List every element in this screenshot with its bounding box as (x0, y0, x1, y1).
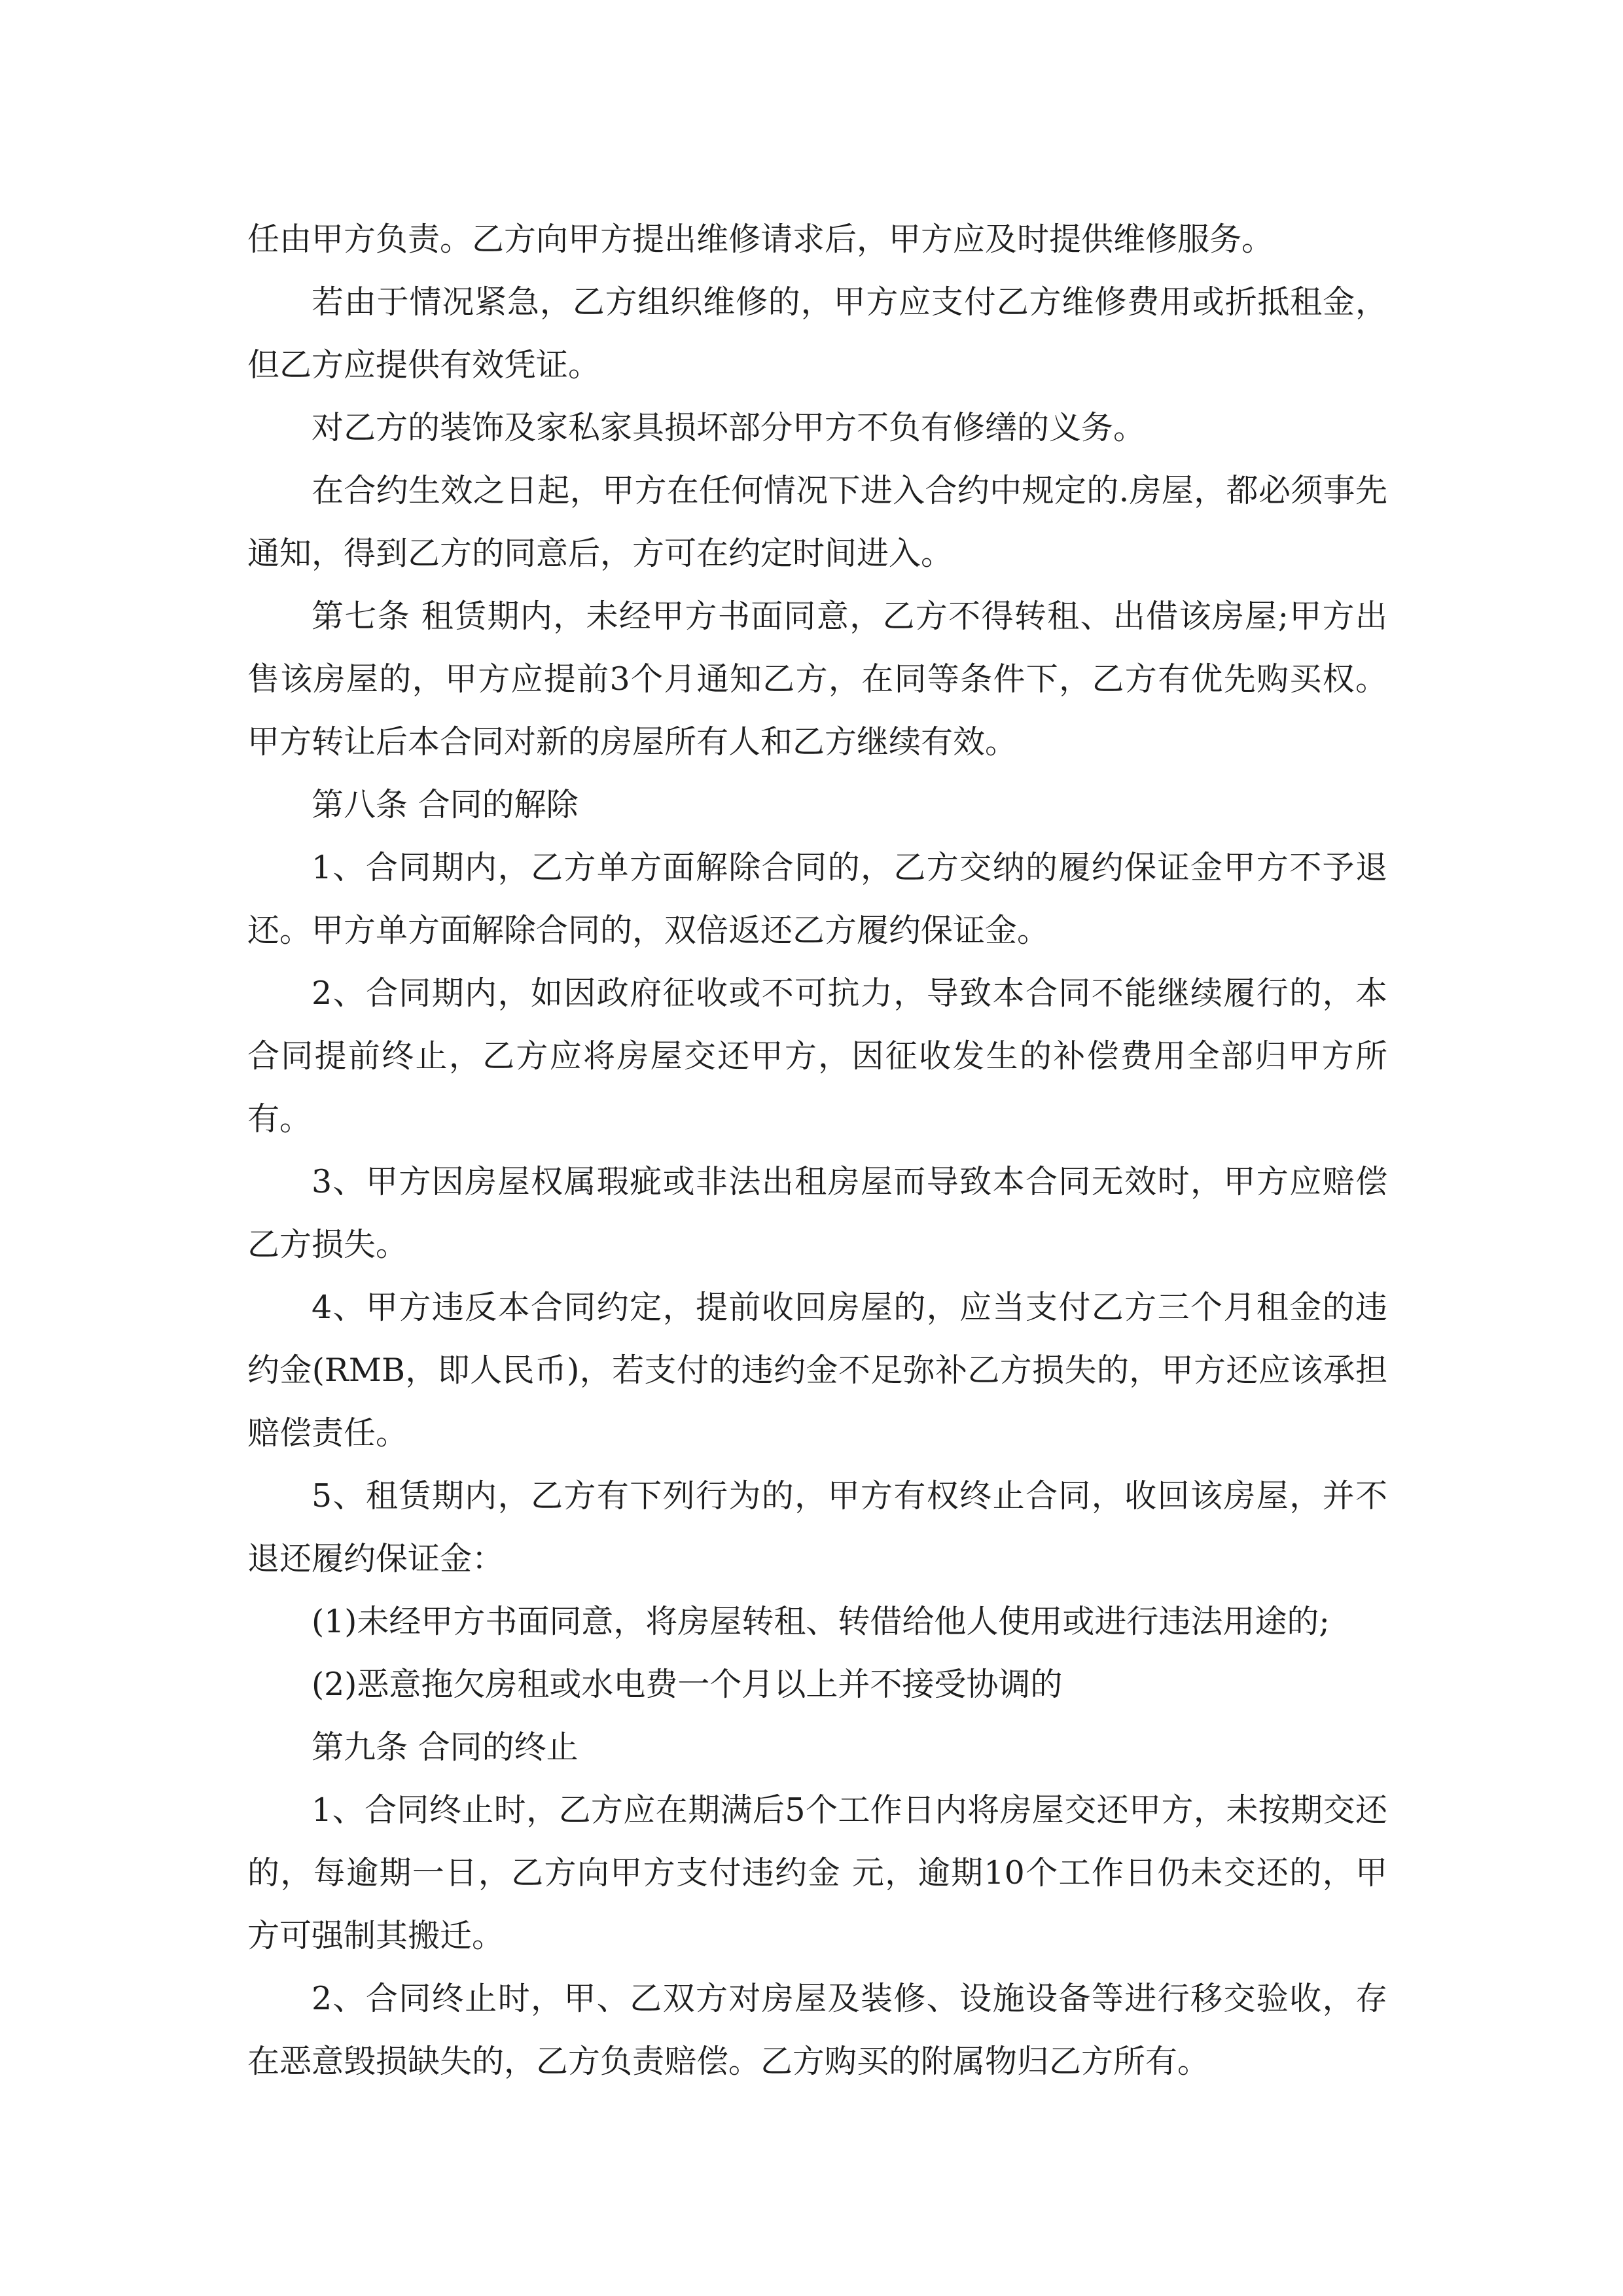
article-8-item-3: 3、甲方因房屋权属瑕疵或非法出租房屋而导致本合同无效时，甲方应赔偿乙方损失。 (247, 1163, 1387, 1263)
article-8-item-5-sub-1: (1)未经甲方书面同意，将房屋转租、转借给他人使用或进行违法用途的; (312, 1603, 1330, 1640)
article-8-item-2: 2、合同期内，如因政府征收或不可抗力，导致本合同不能继续履行的，本合同提前终止，乙方应将房屋交还甲方，因征收发生的补偿费用全部归甲方所有。 (247, 975, 1387, 1138)
article-7: 第七条 租赁期内，未经甲方书面同意，乙方不得转租、出借该房屋;甲方出售该房屋的，甲方应提前3个月通知乙方，在同等条件下，乙方有优先购买权。甲方转让后本合同对新的房屋所有人和乙方继续有效。 (247, 598, 1387, 761)
article-8-item-1: 1、合同期内，乙方单方面解除合同的，乙方交纳的履约保证金甲方不予退还。甲方单方面解除合同的，双倍返还乙方履约保证金。 (247, 849, 1387, 949)
article-8-item-4: 4、甲方违反本合同约定，提前收回房屋的，应当支付乙方三个月租金的违约金(RMB，即人民币)，若支付的违约金不足弥补乙方损失的，甲方还应该承担赔偿责任。 (247, 1289, 1387, 1452)
paragraph-continuation: 任由甲方负责。乙方向甲方提出维修请求后，甲方应及时提供维修服务。 (247, 221, 1274, 258)
article-8-item-5: 5、租赁期内，乙方有下列行为的，甲方有权终止合同，收回该房屋，并不退还履约保证金： (247, 1477, 1387, 1577)
document-body (247, 208, 1387, 2093)
article-9-item-1: 1、合同终止时，乙方应在期满后5个工作日内将房屋交还甲方，未按期交还的，每逾期一日，乙方向甲方支付违约金 元，逾期10个工作日仍未交还的，甲方可强制其搬迁。 (247, 1791, 1387, 1954)
paragraph-emergency-repair: 若由于情况紧急，乙方组织维修的，甲方应支付乙方维修费用或折抵租金，但乙方应提供有效凭证。 (247, 283, 1387, 384)
paragraph-furniture: 对乙方的装饰及家私家具损坏部分甲方不负有修缮的义务。 (312, 409, 1146, 446)
article-8-heading: 第八条 合同的解除 (312, 786, 579, 823)
paragraph-entry-notice: 在合约生效之日起，甲方在任何情况下进入合约中规定的.房屋，都必须事先通知，得到乙方的同意后，方可在约定时间进入。 (247, 472, 1387, 572)
article-9-heading: 第九条 合同的终止 (312, 1729, 579, 1766)
article-8-item-5-sub-2: (2)恶意拖欠房租或水电费一个月以上并不接受协调的 (312, 1666, 1063, 1703)
article-9-item-2: 2、合同终止时，甲、乙双方对房屋及装修、设施设备等进行移交验收，存在恶意毁损缺失的，乙方负责赔偿。乙方购买的附属物归乙方所有。 (247, 1980, 1387, 2080)
